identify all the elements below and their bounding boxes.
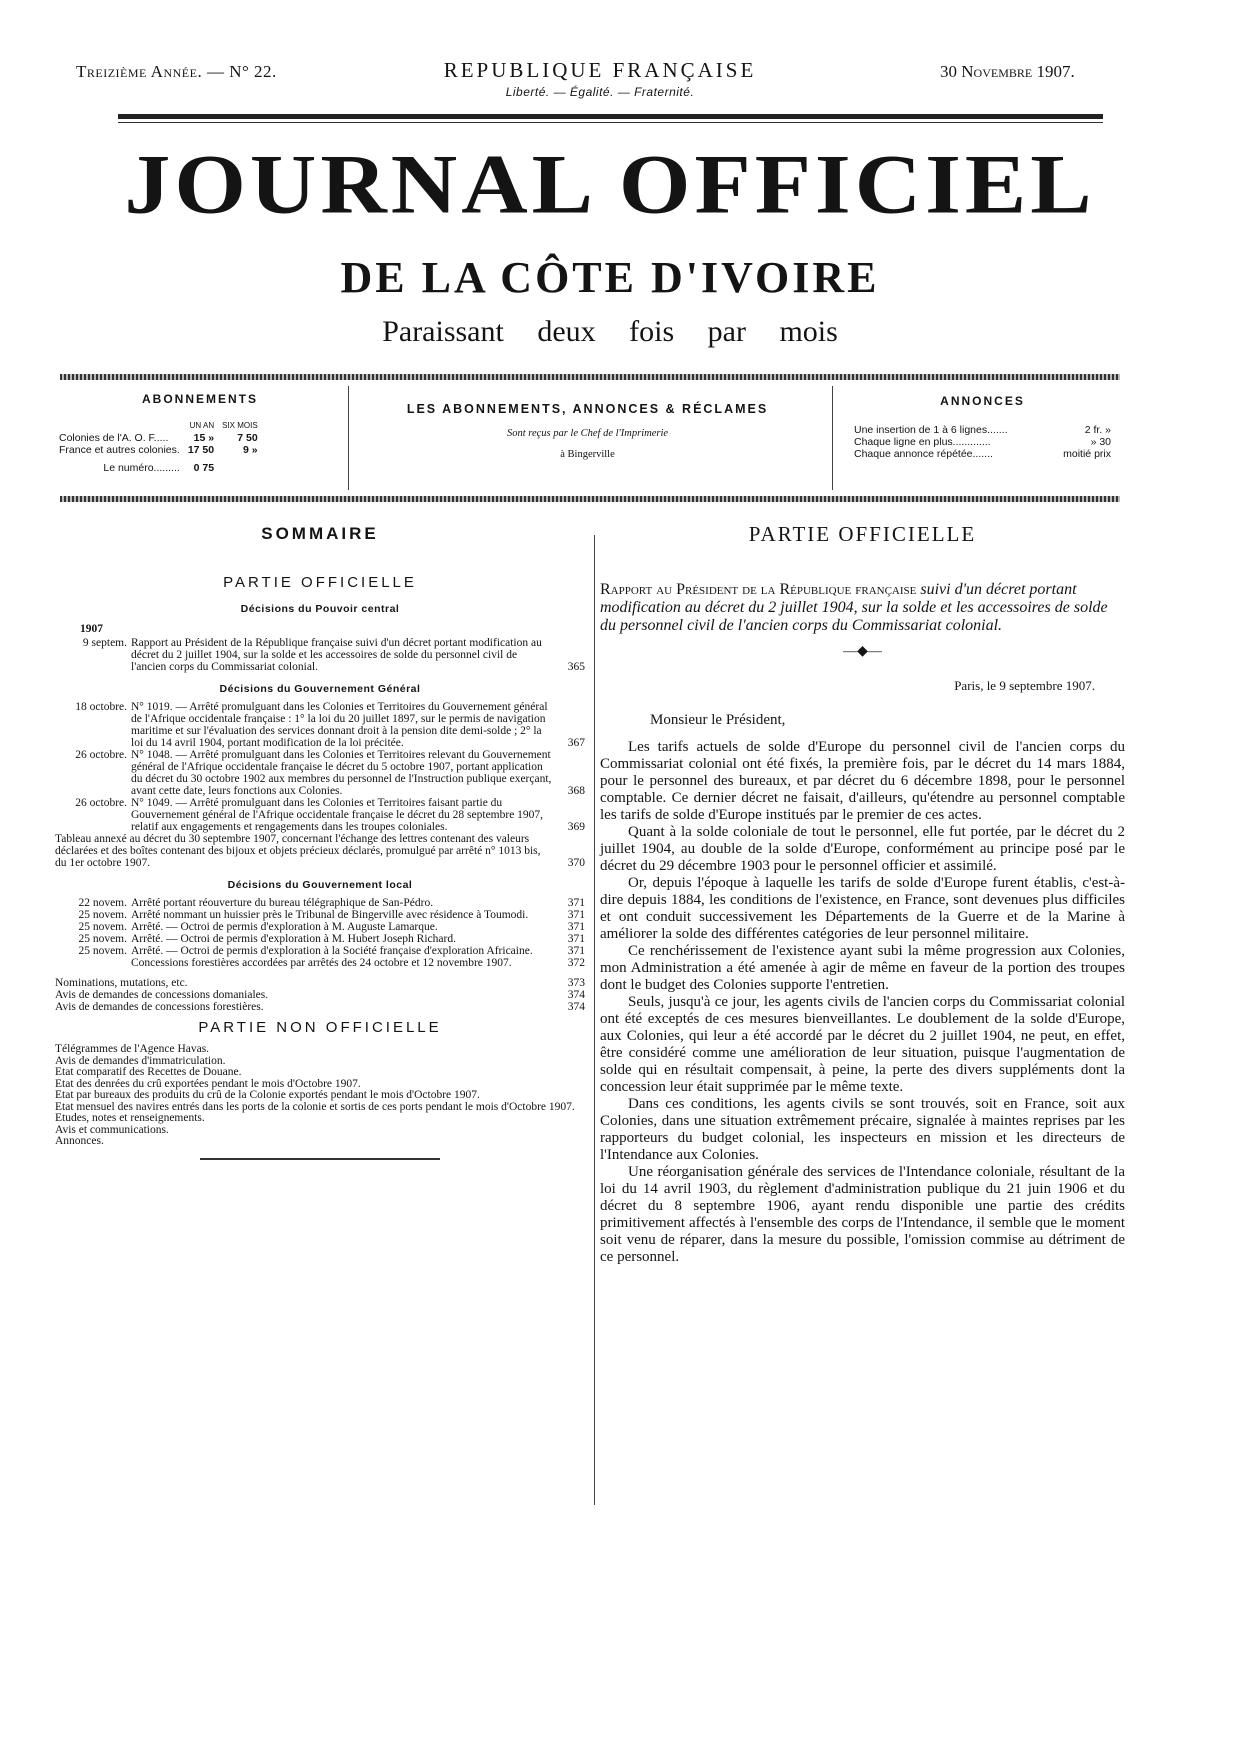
sommaire-title: SOMMAIRE <box>261 524 379 543</box>
paragraph: Les tarifs actuels de solde d'Europe du personnel civil de l'ancien corps du Commissariat colonial ont été fixés, la première fois, par le décret du 14 mars 1884, pour le personnel des bureaux, et par décret du 6 décembre 1898, pour le personnel comptable. Ce dernier décret ne faisait, d'ailleurs, qu'étendre au personnel comptable les tarifs de solde d'Europe institués par le premier de ces actes. <box>600 739 1125 823</box>
non-official-title: PARTIE NON OFFICIELLE <box>198 1019 442 1036</box>
list-item <box>55 989 585 1001</box>
column-divider <box>594 535 595 1505</box>
entry-page: 371 <box>567 933 585 945</box>
entry-date: 25 novem. <box>78 921 127 933</box>
list-item <box>55 921 585 933</box>
price-value: 2 fr. » <box>1084 424 1111 436</box>
entry-date: 25 novem. <box>78 945 127 957</box>
group-heading: Décisions du Pouvoir central <box>240 603 400 615</box>
entry-text: Nominations, mutations, etc. <box>55 977 188 989</box>
article-body <box>600 739 1125 1266</box>
list-item <box>55 701 585 749</box>
list-item <box>55 749 585 797</box>
rate-label: Colonies de l'A. O. F..... <box>59 432 169 444</box>
year-label: 1907 <box>80 623 103 635</box>
entry-page: 367 <box>567 737 585 749</box>
group-heading: Décisions du Gouvernement Général <box>219 683 421 695</box>
entry-page: 373 <box>567 977 585 989</box>
list-item <box>55 833 585 869</box>
article-heading-rest: suivi d'un décret portant modification au décret du 2 juillet 1904, sur la solde et les accessoires de solde du personnel civil de l'ancien corps du Commissariat colonial. <box>600 581 1108 634</box>
non-official-list <box>55 1044 585 1148</box>
number-price: 0 75 <box>193 462 215 474</box>
entry-page: 370 <box>567 857 585 869</box>
end-ornament <box>200 1158 440 1160</box>
col-six: SIX MOIS <box>222 421 258 430</box>
list-item: Télégrammes de l'Agence Havas. <box>55 1043 210 1055</box>
paragraph: Ce renchérissement de l'existence ayant subi la même progression aux Colonies, mon Administration a été amenée à agir de même en faveur de la portion des troupes dont le budget des Colonies supporte l'entretien. <box>600 943 1125 993</box>
announcements-box <box>850 394 1115 460</box>
rate-label: France et autres colonies. <box>59 444 180 456</box>
center-line1: Sont reçus par le Chef de l'Imprimerie <box>506 428 669 439</box>
dateline: Paris, le 9 septembre 1907. <box>954 678 1095 693</box>
list-item: Etat mensuel des navires entrés dans les ports de la colonie et sortis de ces ports pendant le mois d'Octobre 1907. <box>55 1100 575 1113</box>
list-item <box>55 1001 585 1013</box>
price-value: moitié prix <box>1063 448 1111 460</box>
list-item: Etat des denrées du crû exportées pendant le mois d'Octobre 1907. <box>55 1077 361 1090</box>
list-item: Annonces. <box>55 1135 104 1147</box>
entry-text: Arrêté. — Octroi de permis d'exploration à M. Auguste Lamarque. <box>131 921 438 933</box>
journal-tagline: Paraissant deux fois par mois <box>382 315 838 348</box>
issue-date: 30 Novembre 1907. <box>940 62 1075 81</box>
subscriptions-heading: ABONNEMENTS <box>141 392 258 406</box>
entry-text: Concessions forestières accordées par arrêtés des 24 octobre et 12 novembre 1907. <box>131 957 512 969</box>
announcements-table <box>850 424 1115 460</box>
entry-page: 371 <box>567 909 585 921</box>
price-value: » 30 <box>1090 436 1111 448</box>
entry-text: Avis de demandes de concessions forestières. <box>55 1001 264 1013</box>
entry-text: N° 1048. — Arrêté promulguant dans les Colonies et Territoires relevant du Gouvernement général de l'Afrique occidentale française le décret du 5 octobre 1907, portant application du décret du 30 octobre 1902 aux membres du personnel de l'Instruction publique exerçant, avant cette date, leurs fonctions aux Colonies. <box>131 749 552 797</box>
price-label: Chaque ligne en plus............. <box>854 436 991 448</box>
divider <box>348 386 349 490</box>
salutation: Monsieur le Président, <box>650 712 786 728</box>
divider-ornament: —◆— <box>843 644 882 659</box>
entry-date: 25 novem. <box>78 909 127 921</box>
entry-page: 371 <box>567 921 585 933</box>
hatched-rule-top <box>60 374 1120 380</box>
center-line2: à Bingerville <box>560 449 615 460</box>
journal-subtitle: DE LA CÔTE D'IVOIRE <box>340 253 880 302</box>
list-item: Avis de demandes d'immatriculation. <box>55 1054 226 1067</box>
entry-text: Arrêté nommant un huissier près le Tribunal de Bingerville avec résidence à Toumodi. <box>131 909 529 921</box>
paragraph: Or, depuis l'époque à laquelle les tarifs de solde d'Europe furent établis, c'est-à-dire depuis 1884, les conditions de l'existence, en France, sont devenues plus difficiles et ont conduit successivement les Départements de la Guerre et de la Marine à améliorer la solde des différentes catégories de leur personnel militaire. <box>600 875 1125 942</box>
rate-six: 7 50 <box>237 432 258 444</box>
list-item <box>55 977 585 989</box>
entry-date: 25 novem. <box>78 933 127 945</box>
entry-page: 374 <box>567 989 585 1001</box>
entry-date <box>55 957 131 969</box>
rate-six: 9 » <box>243 444 258 456</box>
official-part-title: PARTIE OFFICIELLE <box>223 574 417 591</box>
rate-row <box>55 444 262 456</box>
subscriptions-box <box>55 392 345 474</box>
list-item <box>55 945 585 957</box>
entry-date: 18 octobre. <box>75 701 127 713</box>
entry-page: 371 <box>567 945 585 957</box>
entry-text: Tableau annexé au décret du 30 septembre 1907, concernant l'échange des lettres contenant des valeurs déclarées et des boîtes contenant des bijoux et objets précieux déclarés, promulgué par arrêté n° 1013 bis, du 1er octobre 1907. <box>55 833 541 869</box>
entry-date: 9 septem. <box>82 637 127 649</box>
list-item <box>55 909 585 921</box>
price-label: Une insertion de 1 à 6 lignes....... <box>854 424 1008 436</box>
article-heading <box>600 581 1125 635</box>
article-heading-caps: Rapport au Président de la République française <box>600 581 917 598</box>
entry-page: 371 <box>567 897 585 909</box>
entry-date: 26 octobre. <box>75 797 127 809</box>
paragraph: Seuls, jusqu'à ce jour, les agents civils de l'ancien corps du Commissariat colonial ont été exceptés de ces mesures bienveillantes. Le doublement de la solde d'Europe, aux Colonies, qui leur a été accordé par le décret du 2 juillet 1904, ne peut, en effet, être considéré comme une amélioration de leur situation, puisque l'augmentation de solde qui en résultait compensait, à peine, la perte des divers suppléments dont la concession leur était supprimée par le même texte. <box>600 994 1125 1095</box>
announcements-heading: ANNONCES <box>940 394 1025 408</box>
entry-text: Avis de demandes de concessions domaniales. <box>55 989 269 1001</box>
article-column <box>600 520 1125 1266</box>
list-item <box>55 897 585 909</box>
entry-page: 368 <box>567 785 585 797</box>
price-label: Chaque annonce répétée....... <box>854 448 993 460</box>
list-item <box>55 797 585 833</box>
entry-page: 369 <box>567 821 585 833</box>
rate-year: 17 50 <box>187 444 215 456</box>
list-item: Avis et communications. <box>55 1123 169 1136</box>
list-item <box>55 637 585 673</box>
list-item: Etudes, notes et renseignements. <box>55 1112 205 1124</box>
col-year: UN AN <box>189 421 215 430</box>
group-heading: Décisions du Gouvernement local <box>227 879 413 891</box>
paragraph: Dans ces conditions, les agents civils se sont trouvés, soit en France, soit aux Colonies, dans une situation extrêmement précaire, signalée à maintes reprises par les rapporteurs du budget colonial, les inspecteurs en mission et les directeurs de l'Intendance aux Colonies. <box>600 1096 1125 1163</box>
entry-text: Arrêté. — Octroi de permis d'exploration à la Société française d'exploration Africaine. <box>131 945 533 957</box>
list-item <box>55 933 585 945</box>
entry-date: 26 octobre. <box>75 749 127 761</box>
price-row <box>850 436 1115 448</box>
price-row <box>850 424 1115 436</box>
number-label: Le numéro......... <box>103 462 180 474</box>
republic-block <box>420 58 780 99</box>
paragraph: Quant à la solde coloniale de tout le personnel, elle fut portée, par le décret du 2 juillet 1904, au double de la solde d'Europe, conformément au principe posé par le décret du 29 décembre 1903 pour le personnel officier et assimilé. <box>600 824 1125 874</box>
center-heading: LES ABONNEMENTS, ANNONCES & RÉCLAMES <box>406 402 769 416</box>
motto: Liberté. — Égalité. — Fraternité. <box>505 85 695 99</box>
entry-text: N° 1049. — Arrêté promulguant dans les Colonies et Territoires faisant partie du Gouvernement général de l'Afrique occidentale française le décret du 28 septembre 1907, relatif aux engagements et rengagements dans les troupes coloniales. <box>131 797 544 833</box>
entry-page: 372 <box>567 957 585 969</box>
center-block <box>355 402 820 460</box>
issue-number: Treizième Année. — N° 22. <box>76 62 277 81</box>
rate-year: 15 » <box>193 432 215 444</box>
top-rule-thin <box>118 122 1103 123</box>
subscriptions-table <box>55 420 262 474</box>
list-item <box>55 957 585 969</box>
entry-page: 374 <box>567 1001 585 1013</box>
list-item: Etat par bureaux des produits du crû de la Colonie exportés pendant le mois d'Octobre 1907. <box>55 1089 480 1101</box>
divider <box>832 386 833 490</box>
price-row <box>850 448 1115 460</box>
article-section-title: PARTIE OFFICIELLE <box>748 522 977 546</box>
republic-title: REPUBLIQUE FRANÇAISE <box>443 58 757 82</box>
entry-text: Rapport au Président de la République française suivi d'un décret portant modification au décret du 2 juillet 1904, sur la solde et les accessoires de solde du personnel civil de l'ancien corps du Commissariat colonial. <box>131 637 542 673</box>
entry-text: Arrêté. — Octroi de permis d'exploration à M. Hubert Joseph Richard. <box>131 933 456 945</box>
entry-date: 22 novem. <box>78 897 127 909</box>
sommaire-column <box>55 520 585 1160</box>
misc-list <box>55 977 585 1013</box>
list-item: Etat comparatif des Recettes de Douane. <box>55 1066 242 1078</box>
entry-text: Arrêté portant réouverture du bureau télégraphique de San-Pédro. <box>131 897 434 909</box>
paragraph: Une réorganisation générale des services de l'Intendance coloniale, résultant de la loi du 14 avril 1903, du règlement d'administration publique du 21 juin 1906 et du décret du 8 septembre 1906, ayant rendu disponible une partie des crédits primitivement affectés à l'ensemble des corps de l'Intendance, il semble que le moment soit venu de réparer, dans la mesure du possible, l'omission commise au détriment de ce personnel. <box>600 1164 1125 1265</box>
entry-text: N° 1019. — Arrêté promulguant dans les Colonies et Territoires du Gouvernement général de l'Afrique occidentale française : 1° la loi du 20 juillet 1897, sur le permis de navigation maritime et sur l'évaluation des services donnant droit à la pension dite demi-solde ; 2° la loi du 14 avril 1904, portant modification de la loi précitée. <box>131 701 548 749</box>
rate-row <box>55 432 262 444</box>
top-rule <box>118 114 1103 119</box>
hatched-rule-bottom <box>60 496 1120 502</box>
journal-title: JOURNAL OFFICIEL <box>124 137 1096 231</box>
entry-page: 365 <box>567 661 585 673</box>
